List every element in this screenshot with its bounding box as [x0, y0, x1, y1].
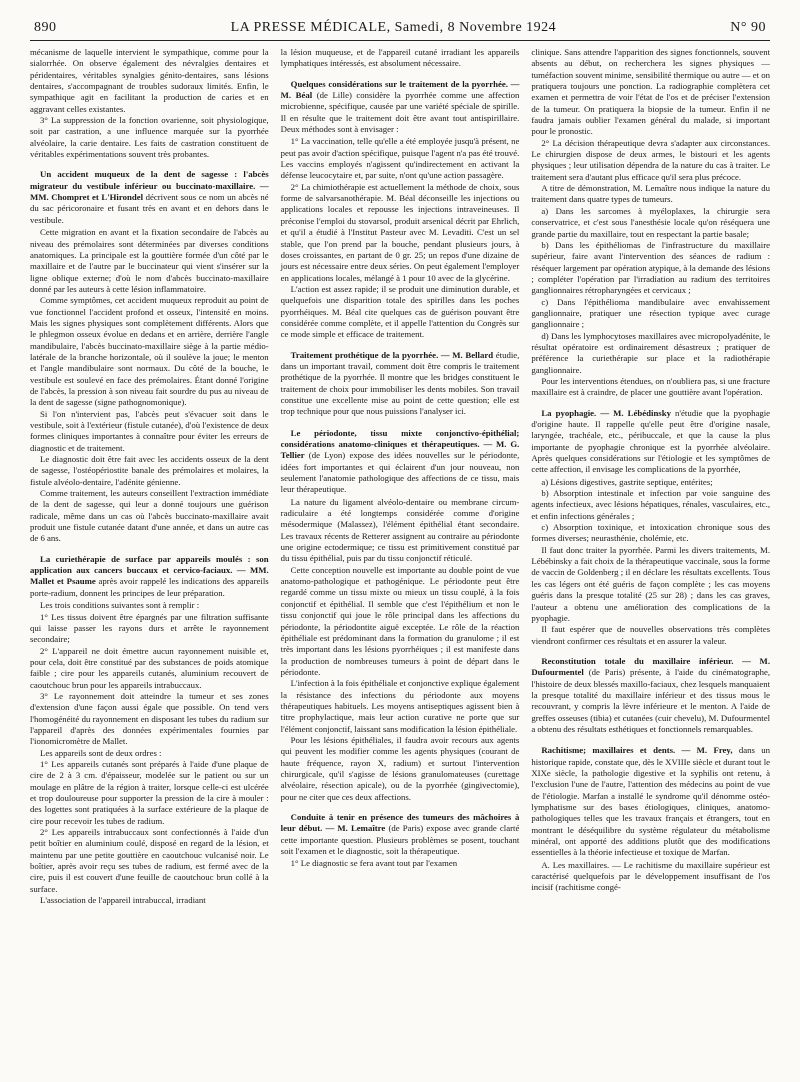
paragraph: A. Les maxillaires. — Le rachitisme du maxillaire supérieur est caractérisé quelquefois par le développement insuffisant de l'os incisif (rachitisme congé- [531, 859, 770, 893]
column-3 [531, 47, 770, 1077]
paragraph: 3° La suppression de la fonction ovarienne, soit physiologique, soit par castration, a une influence marquée sur la pyorrhée alvéolaire, la carie dentaire. Les faits de castration constituent de véritables expérimentations souvent très probantes. [30, 115, 269, 160]
journal-title: LA PRESSE MÉDICALE, Samedi, 8 Novembre 1924 [230, 20, 557, 35]
paragraph: 1° Les appareils cutanés sont préparés à l'aide d'une plaque de cire de 2 à 3 cm. d'épaisseur, modelée sur le patient ou sur un moulage en plâtre de la région à traiter, lorsque celle-ci est ulcérée et trop douloureuse pour supporter la pression de la cire à mouler : des logettes sont pratiquées à la surface extérieure de la plaque de cire pour recevoir les tubes de radium. [30, 758, 269, 826]
article-heading: Un accident muqueux de la dent de sagesse : l'abcès migrateur du vestibule inférieur ou buccinato-maxillaire. — MM. Chompret et L'Hirondel décrivent sous ce nom un abcès né du sac péricoronaire et fusant très en avant et en dehors dans le vestibule. [30, 169, 269, 225]
article-columns [30, 47, 770, 1077]
paragraph: Si l'on n'intervient pas, l'abcès peut s'évacuer soit dans le vestibule, soit à l'extérieur (fistule cutanée), d'où l'existence de deux formes cliniques importantes à connaître pour éviter les erreurs de diagnostic et de traitement. [30, 408, 269, 453]
paragraph: 1° Les tissus doivent être épargnés par une filtration suffisante qui laisse passer les rayons durs et arrête le rayonnement secondaire; [30, 611, 269, 645]
article-heading: Reconstitution totale du maxillaire inférieur. — M. Dufourmentel (de Paris) présente, à l'aide du cinématographe, l'histoire de deux blessés maxillo-faciaux, chez lesquels manquaient la presque totalité du maxillaire inférieur et des tissus mous le recouvrant, y compris la lèvre inférieure et le menton. A l'aide de greffes osseuses (tibia) et cutanées (cuir chevelu), M. Dufourmentel a obtenu des résultats esthétiques et fonctionnels remarquables. [531, 655, 770, 734]
paragraph: Pour les lésions épithéliales, il faudra avoir recours aux agents qui peuvent les modifier comme les agents physiques (courant de haute fréquence, rayon X, radium) et surtout l'intervention chirurgicale, qu'il s'agisse de lésions granulomateuses (curettage alvéolaire, résection apicale), ou de la pyorrhée (gingivectomie), pour ne citer que ces deux affections. [280, 734, 520, 802]
paragraph: la lésion muqueuse, et de l'appareil cutané irradiant les appareils lymphatiques intéressés, est absolument nécessaire. [280, 47, 520, 69]
article-heading: Rachitisme; maxillaires et dents. — M. Frey, dans un historique rapide, constate que, dès le XVIIIe siècle et durant tout le XIXe siècle, la pathologie digestive et la syphilis ont retenu, à l'exclusion l'une de l'autre, l'attention des médecins au point de vue de l'étiologie. Marfan a installé le syndrome qu'il dénomme ostéo-lymphatisme sur des bases étiologiques, cliniques, anatomo-pathologiques telles que les travaux français et étrangers, tout en montrant le déséquilibre du système régulateur du métabolisme minéral, ont apporté des additions plutôt que des modifications essentielles à la théorie infectieuse et toxique de Marfan. [531, 745, 770, 858]
paragraph: mécanisme de laquelle intervient le sympathique, comme pour la sialorrhée. On observe également des névralgies dentaires et péridentaires, véritables synalgies génito-dentaires, sans lésions dentaires, s'accompagnant de troubles sudoraux limités. Enfin, le sympathique agit en facilitant la production de caries et en aggravant celles existantes. [30, 47, 269, 114]
paragraph: 3° Le rayonnement doit atteindre la tumeur et ses zones d'extension d'une façon aussi égale que possible. On tend vers l'homogénéité du rayonnement en disposant les tubes du radium sur l'appareil d'après des données expérimentales fournies par l'ionomicromètre de Mallet. [30, 690, 269, 747]
article-heading: Le périodonte, tissu mixte conjonctivo-épithélial; considérations anatomo-cliniques et thérapeutiques. — M. G. Tellier (de Lyon) expose des idées nouvelles sur le périodonte, idées fort importantes et qui éclairent d'un jour nouveau, non seulement l'anatomie pathologique des affections de ce tissu, mais leur thérapeutique. [280, 427, 520, 495]
paragraph: Pour les interventions étendues, on n'oubliera pas, si une fracture maxillaire est à craindre, de placer une gouttière avant l'opération. [531, 375, 770, 398]
article-heading: Conduite à tenir en présence des tumeurs des mâchoires à leur début. — M. Lemaître (de Paris) expose avec grande clarté cette importante question. Plusieurs problèmes se posent, touchant soit l'examen et le diagnostic, soit la thérapeutique. [280, 812, 520, 857]
paragraph: Il faut donc traiter la pyorrhée. Parmi les divers traitements, M. Lébébinsky a fait choix de la thérapeutique vaccinale, sous la forme de vaccin de Goldenberg ; il en déclare les résultats excellents. Tous les cas légers ont été guéris de façon complète ; les cas moyens guéris dans la presque totalité (25 sur 28) ; dans les cas graves, l'auteur a obtenu une amélioration des complications de la pyophagie. [531, 544, 770, 623]
article-heading: La pyophagie. — M. Lébédinsky n'étudie que la pyophagie d'origine haute. Il rappelle qu'elle peut être d'origine nasale, laryngée, trachéale, etc., péribuccale, et que la cause la plus importante de pyophagie chronique est la pyorrhée alvéolaire. Après quelques considérations sur l'étiologie et les symptômes de cette affection, il envisage les complications de la pyorrhée, [531, 407, 770, 475]
paragraph: Les trois conditions suivantes sont à remplir : [40, 600, 200, 611]
paragraph: L'infection à la fois épithéliale et conjonctive explique également la résistance des infections du périodonte aux moyens thérapeutiques habituels. Les moyens antiseptiques agissent bien à titre prophylactique, mais leur action curative ne porte que sur l'élément conjonctif, laissant sans modification la lésion épithéliale. [280, 678, 520, 734]
paragraph: A titre de démonstration, M. Lemaître nous indique la nature du traitement dans quatre types de tumeurs. [531, 183, 770, 205]
paragraph: L'action est assez rapide; il se produit une diminution durable, et quelquefois une disparition totale des spirilles dans les poches pyorrhéiques. M. Béal cite quelques cas de guérison pouvant être considérée comme complète, et il appelle l'attention du Congrès sur ce mode simple et efficace de traitement. [280, 283, 520, 340]
paragraph: L'association de l'appareil intrabuccal, irradiant [40, 895, 206, 906]
paragraph: c) Dans l'épithélioma mandibulaire avec envahissement ganglionnaire, pratiquer une résection typique avec curage ganglionnaire ; [531, 296, 770, 330]
paragraph: d) Dans les lymphocytoses maxillaires avec micropolyadénite, le résultat opératoire est ordinairement désastreux ; pratiquer de préférence la curiethérapie sur place et la radiothérapie ganglionnaire. [531, 330, 770, 375]
page-number: 890 [34, 20, 57, 35]
column-1 [30, 47, 269, 1077]
paragraph: Cette conception nouvelle est importante au double point de vue anatomo-pathologique et pathogénique. Le périodonte peut être regardé comme un tissu mixte ou mieux un tissu couplé, à la fois conjonctif et épithélial. Il semble que c'est l'épithélium et non le tissu conjonctif qui joue le rôle principal dans les affections du périodonte, la périodontite aiguë exceptée. Le rôle de la réaction épithéliale est prédominant dans la formation du granulome ; il est très important dans les lésions pyorrhéiques ; il est manifeste dans la production de nombreuses tumeurs à point de départ dans le périodonte. [280, 564, 520, 677]
paragraph: 1° Le diagnostic se fera avant tout par l'examen [290, 858, 458, 869]
paragraph: La nature du ligament alvéolo-dentaire ou membrane circum-radiculaire a été longtemps considérée comme d'origine mésodermique (Malassez), l'élément épithélial étant secondaire. Les travaux récents de Retterer assignent au contraire au périodonte une origine ectodermique; ce tissu est primitivement constitué par du tissu épithélial, puis par du tissu conjonctif réticulé. [280, 496, 520, 564]
paragraph: Il faut espérer que de nouvelles observations très complètes viendront confirmer ces résultats et en assurer la valeur. [531, 624, 770, 646]
paragraph: Cette migration en avant et la fixation secondaire de l'abcès au niveau des prémolaires sont déterminées par diverses conditions anatomiques. La principale est la gouttière formée d'un côté par le maxillaire et de l'autre par le buccinateur qui vient s'insérer sur la ligne oblique externe; d'où le nom d'abcès buccinato-maxillaire donné par les auteurs à cette lésion inflammatoire. [30, 227, 269, 294]
page-header [30, 20, 770, 41]
paragraph: 2° Les appareils intrabuccaux sont confectionnés à l'aide d'un petit boîtier en aluminium coulé, disposé en regard de la lésion, et maintenu par une petite gouttière en caoutchouc vulcanisé noir. Le boîtier, après avoir reçu ses tubes de radium, est fermé avec de la cire, puis il est couvert d'une feuille de caoutchouc brun collé à la surface. [30, 827, 269, 894]
paragraph: 1° La vaccination, telle qu'elle a été employée jusqu'à présent, ne peut pas avoir d'action spécifique, puisque l'agent n'a pas été trouvé. Les vaccins employés n'agissent qu'indirectement en activant la défense leucocytaire et, par suite, n'ont qu'une action passagère. [280, 136, 520, 181]
paragraph: a) Dans les sarcomes à myéloplaxes, la chirurgie sera conservatrice, et c'est sous l'anesthésie locale qu'on réséquera une grande partie du maxillaire, tout en respectant la partie basale; [531, 205, 770, 239]
paragraph: 2° La chimiothérapie est actuellement la méthode de choix, sous forme de salvarsanothérapie. M. Béal déconseille les injections ou applications locales et repousse les injections intraveineuses. Il préconise l'emploi du stovarsol, produit arsenical décrit par Ehrlich, et qu'il a étudié à l'Institut Pasteur avec M. Levaditi. C'est un sel stable, que l'on prend par la bouche, pendant plusieurs jours, à doses croissantes, en partant de 0 gr. 25; un repos d'une dizaine de jours est nécessaire entre deux séries. On peut également l'employer en applications locales, mélangé à 1 pour 10 avec de la glycérine. [280, 181, 520, 283]
article-heading: Quelques considérations sur le traitement de la pyorrhée. — M. Béal (de Lille) considère la pyorrhée comme une affection microbienne, spécifique, causée par une variété spéciale de spirille. Il en résulte que le traitement doit être avant tout antispirillaire. Deux méthodes sont à envisager : [280, 78, 520, 135]
paragraph: clinique. Sans attendre l'apparition des signes fonctionnels, souvent absents au début, on recherchera les signes physiques — tuméfaction souvent minime, sensibilité thermique ou autre — et on pratiquera toujours une ponction. La radiographie complètera cet examen et permettra de voir l'état de l'os et de préciser l'extension de la tumeur. On pratiquera la biopsie de la tumeur. Enfin il ne faudra jamais oublier l'examen général du malade, si important pour le pronostic. [531, 47, 770, 137]
paragraph: Le diagnostic doit être fait avec les accidents osseux de la dent de sagesse, l'ostéopériostite banale des prémolaires et molaires, la fistule alvéolo-dentaire, l'adénite génienne. [30, 454, 269, 487]
paragraph: 2° La décision thérapeutique devra s'adapter aux circonstances. Le chirurgien dispose de deux armes, le bistouri et les agents physiques ; leur utilisation dépendra de la nature du cas à traiter. Le traitement sera d'autant plus efficace qu'il sera plus précoce. [531, 137, 770, 182]
issue-number: N° 90 [730, 20, 766, 35]
paragraph: a) Lésions digestives, gastrite septique, entérites; [541, 476, 713, 487]
paragraph: 2° L'appareil ne doit émettre aucun rayonnement nuisible et, pour cela, doit être constitué par des substances de poids atomique faible ; cire pour les appareils cutanés, aluminium recouvert de caoutchouc brun pour les appareils intrabuccaux. [30, 645, 269, 690]
article-heading: La curiethérapie de surface par appareils moulés : son application aux cancers buccaux et cervico-faciaux. — MM. Mallet et Psaume après avoir rappelé les indications des appareils porte-radium, donnent les principes de leur préparation. [30, 553, 269, 598]
article-heading: Traitement prothétique de la pyorrhée. — M. Bellard étudie, dans un important travail, comment doit être compris le traitement prothétique de la pyorrhée. Il montre que les bridges constituent le traitement de choix pour immobiliser les dents mobiles. Son travail constitue une excellente mise au point de cette question; elle est trop technique pour que nous puissions l'analyser ici. [280, 349, 520, 417]
paragraph: Comme symptômes, cet accident muqueux reproduit au point de vue fonctionnel l'accident profond et osseux, l'intensité en moins. Mais les signes physiques sont complètement différents. Alors que le phlegmon osseux évolue en dedans et en arrière, derrière l'angle mandibulaire, l'abcès buccinato-maxillaire siège à la partie médio-latérale de la branche horizontale, où il soulève la joue; le menton et l'angle mandibulaire sont normaux. Du côté de la bouche, le vestibule est soulevé en face des prémolaires. Étant donné l'origine de l'abcès, la pression à son niveau fait sourdre du pus au niveau de la dent de sagesse (signe pathognomonique). [30, 295, 269, 408]
paragraph: Comme traitement, les auteurs conseillent l'extraction immédiate de la dent de sagesse, qui leur a donné toujours une guérison radicale, même dans un cas où l'abcès buccinato-maxillaire avait produit une fistule cutanée datant d'une année, et dans un autre cas de 6 ans. [30, 488, 269, 544]
paragraph: b) Absorption intestinale et infection par voie sanguine des agents infectieux, avec lésions hépatiques, rénales, vasculaires, etc., et enfin infections générales ; [531, 488, 770, 521]
paragraph: b) Dans les épithéliomas de l'infrastructure du maxillaire supérieur, faire avant l'intervention des séances de radium : réséquer largement par opération atypique, à la demande des lésions ; compléter l'opération par l'irradiation au radium des territoires ganglionnaires rétropharyngées et cervicaux ; [531, 239, 770, 296]
column-2 [281, 47, 520, 1077]
paragraph: c) Absorption toxinique, et intoxication chronique sous des formes diverses; neurasthénie, cholémie, etc. [531, 522, 770, 544]
paragraph: Les appareils sont de deux ordres : [40, 747, 162, 758]
